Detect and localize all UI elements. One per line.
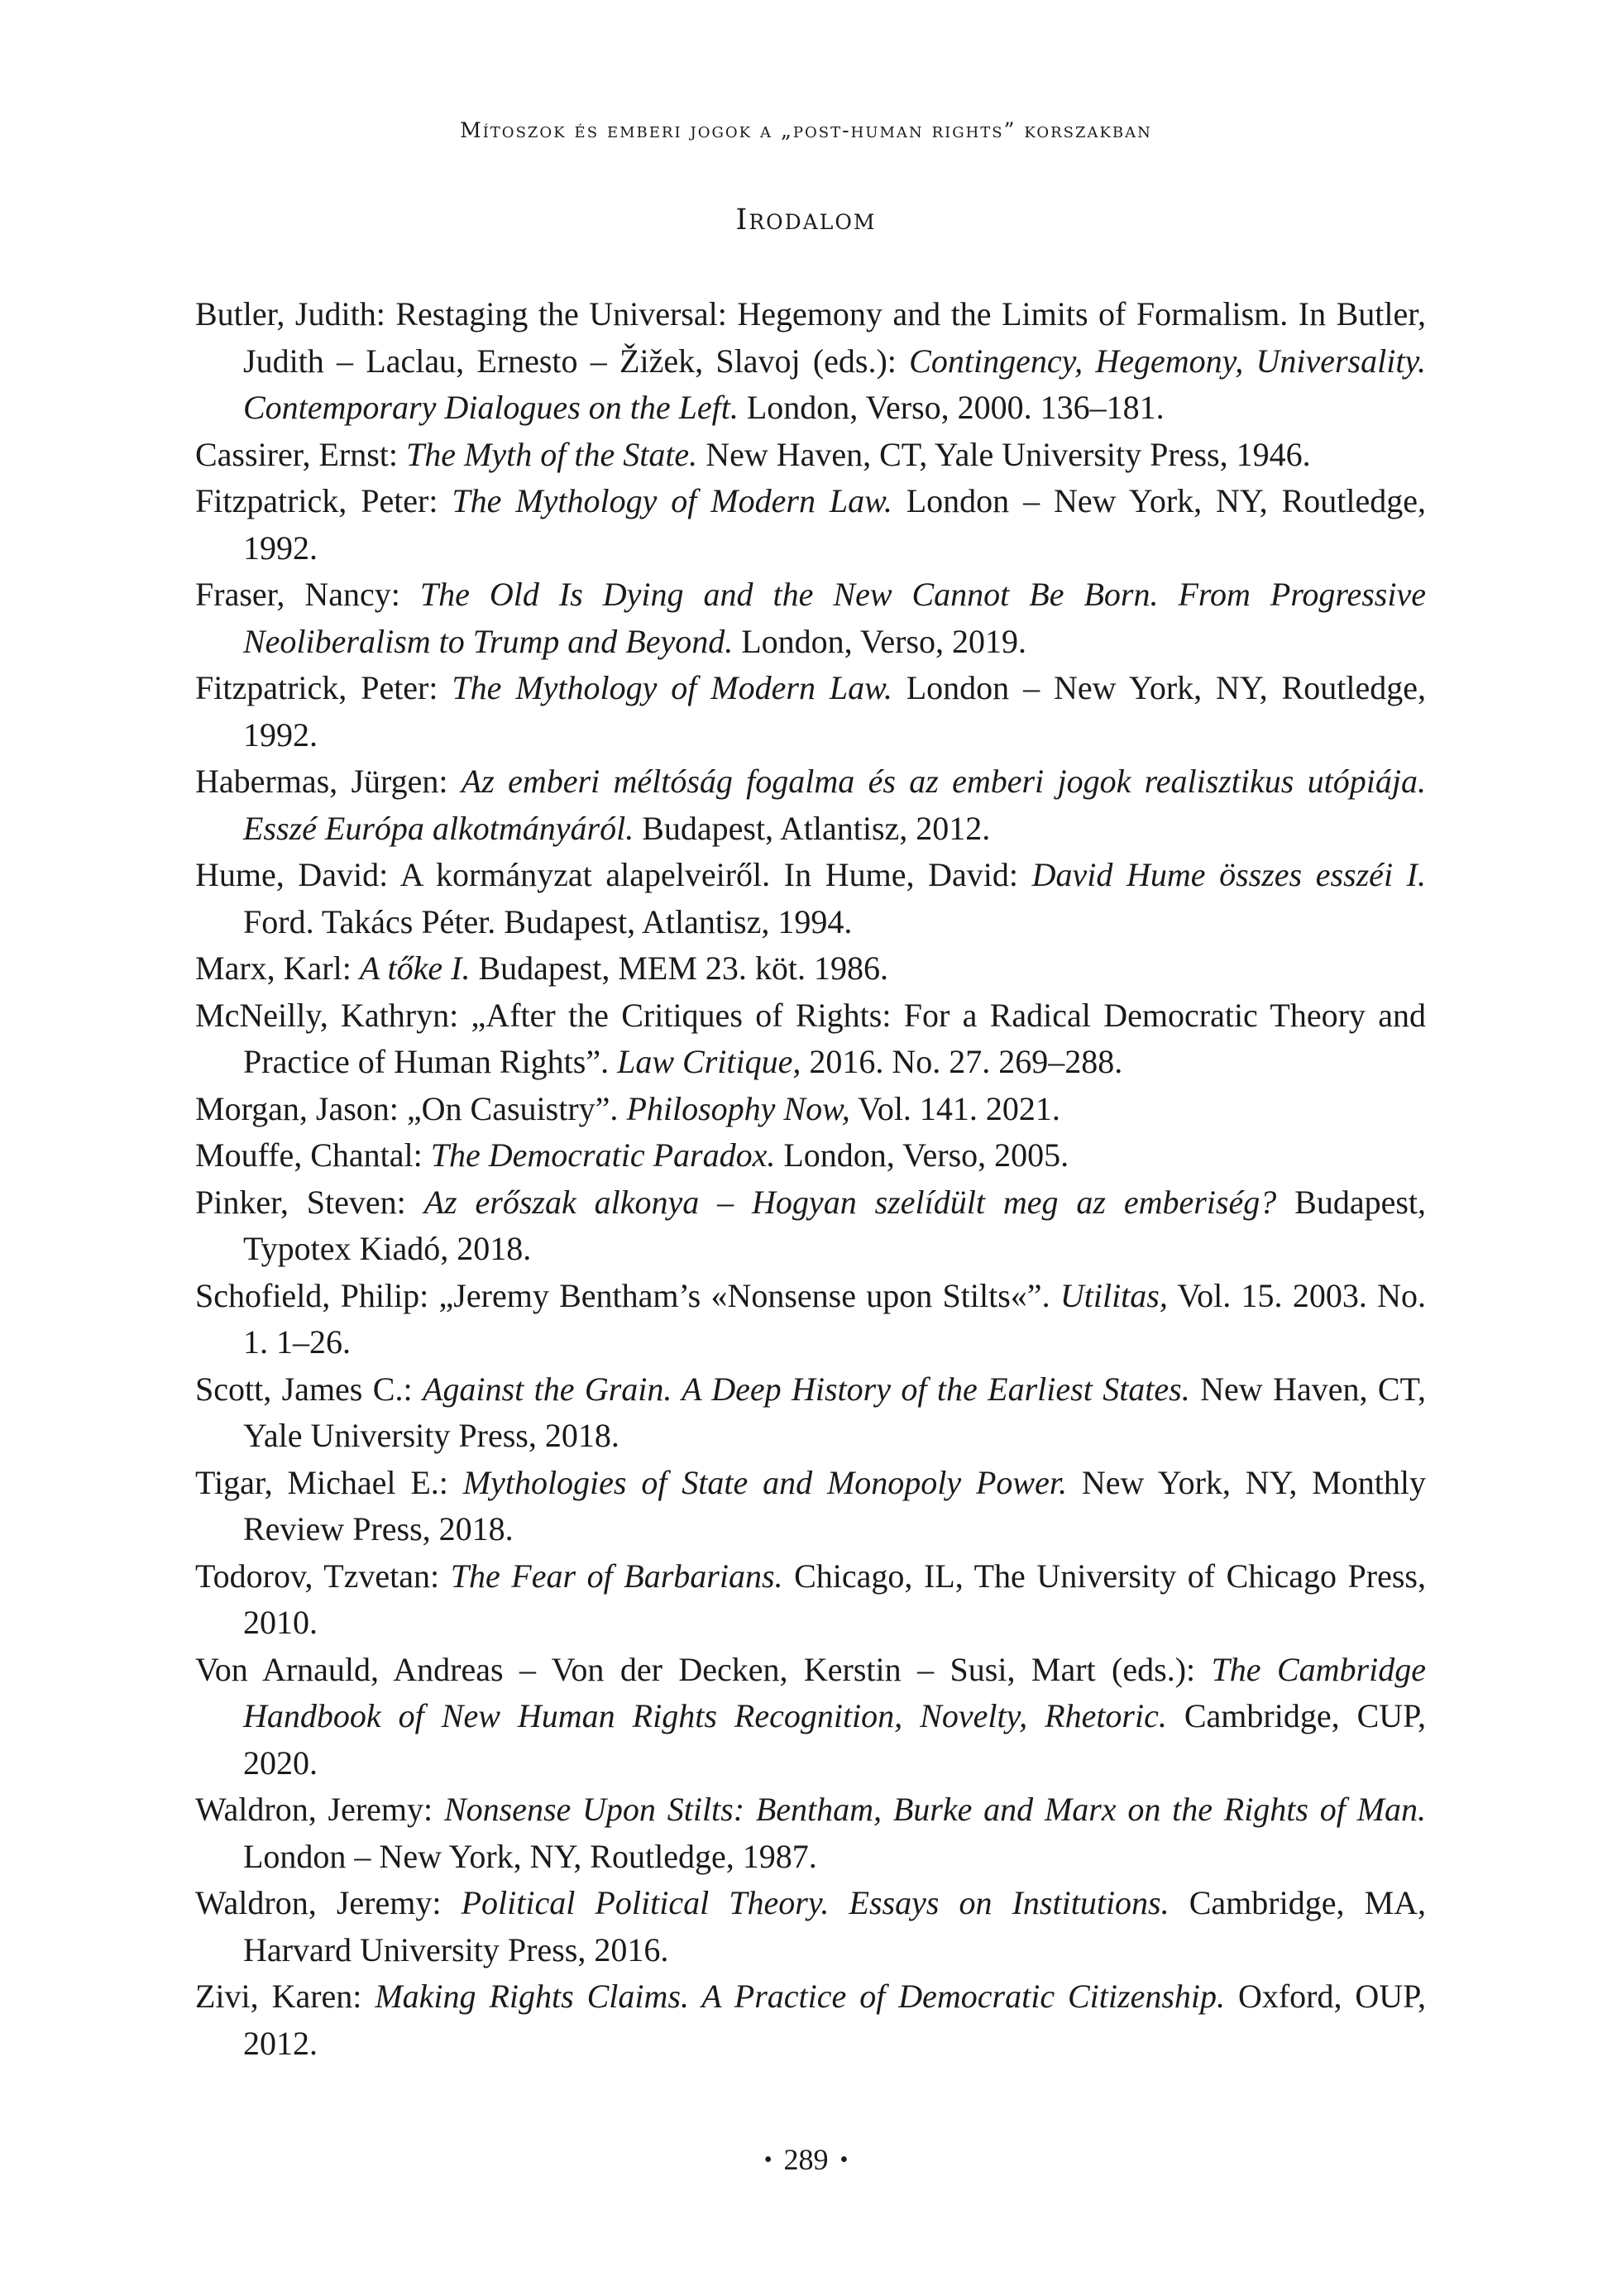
reference-text: Fitzpatrick, Peter: (195, 669, 452, 706)
page-number-footer (0, 2142, 1612, 2177)
reference-text: Marx, Karl: (195, 949, 360, 987)
reference-title: The Mythology of Modern Law. (452, 482, 892, 519)
reference-text: New Haven, CT, Yale University Press, 2018. (243, 1370, 1426, 1454)
reference-text: London – New York, NY, Routledge, 1987. (243, 1837, 817, 1875)
reference-title: The Democratic Paradox. (430, 1136, 776, 1174)
reference-text: Cassirer, Ernst: (195, 435, 407, 473)
reference-text: Waldron, Jeremy: (195, 1884, 462, 1921)
reference-text: Habermas, Jürgen: (195, 763, 462, 800)
reference-text: Cambridge, CUP, 2020. (243, 1697, 1426, 1782)
reference-entry (195, 478, 1426, 572)
reference-text: 2016. No. 27. 269–288. (801, 1043, 1123, 1080)
reference-entry (195, 1460, 1426, 1553)
reference-entry (195, 1132, 1426, 1179)
bullet-ornament: • (839, 2147, 849, 2173)
reference-entry (195, 1179, 1426, 1273)
running-head: Mítoszok és emberi jogok a „post-human rights” korszakban (460, 118, 1152, 142)
reference-title: Mythologies of State and Monopoly Power. (462, 1463, 1067, 1501)
reference-title: Nonsense Upon Stilts: Bentham, Burke and Marx on the Rights of Man. (443, 1791, 1426, 1828)
reference-title: Az emberi méltóság fogalma és az emberi jogok realisztikus utópiája. Esszé Európa alkotmányáról. (243, 763, 1426, 847)
reference-text: Von Arnauld, Andreas – Von der Decken, Kerstin – Susi, Mart (eds.): (195, 1650, 1212, 1688)
reference-entry (195, 1366, 1426, 1460)
reference-title: Law Critique, (617, 1043, 801, 1080)
reference-entry (195, 432, 1426, 479)
reference-text: Budapest, Atlantisz, 2012. (634, 809, 991, 847)
reference-text: Mouffe, Chantal: (195, 1136, 431, 1174)
reference-entry (195, 1647, 1426, 1787)
reference-text: Ford. Takács Péter. Budapest, Atlantisz, 1994. (243, 902, 853, 940)
reference-text: London – New York, NY, Routledge, 1992. (243, 669, 1426, 753)
reference-entry (195, 758, 1426, 852)
reference-text: London, Verso, 2005. (775, 1136, 1069, 1174)
reference-text: Budapest, MEM 23. köt. 1986. (470, 949, 889, 987)
reference-text: London, Verso, 2019. (733, 622, 1027, 660)
reference-entry (195, 1273, 1426, 1366)
reference-title: A tőke I. (359, 949, 471, 987)
reference-entry (195, 1553, 1426, 1647)
reference-text: Waldron, Jeremy: (195, 1791, 444, 1828)
reference-title: Utilitas, (1060, 1276, 1168, 1314)
reference-text: McNeilly, Kathryn: „After the Critiques of Rights: For a Radical Democratic Theory and Practice of Human Rights”. (195, 996, 1426, 1080)
reference-title: Philosophy Now, (626, 1089, 850, 1127)
reference-text: Budapest, Typotex Kiadó, 2018. (243, 1183, 1427, 1267)
reference-text: Cambridge, MA, Harvard University Press, 2016. (243, 1884, 1427, 1968)
reference-text: Chicago, IL, The University of Chicago Press, 2010. (243, 1557, 1426, 1641)
reference-entry (195, 572, 1426, 665)
reference-text: Butler, Judith: Restaging the Universal: Hegemony and the Limits of Formalism. In Butler, Judith – Laclau, Ernesto – Žižek, Slavoj (eds.): (195, 295, 1426, 380)
reference-text: Morgan, Jason: „On Casuistry”. (195, 1089, 627, 1127)
reference-title: The Cambridge Handbook of New Human Rights Recognition, Novelty, Rhetoric. (243, 1650, 1426, 1734)
reference-text: Zivi, Karen: (195, 1978, 375, 2015)
reference-text: New York, NY, Monthly Review Press, 2018. (243, 1463, 1427, 1547)
reference-title: David Hume összes esszéi I. (1031, 856, 1426, 893)
reference-entry (195, 993, 1426, 1086)
page-number: 289 (783, 2143, 829, 2176)
section-title: Irodalom (735, 203, 877, 237)
reference-entry (195, 1787, 1426, 1880)
reference-text: Vol. 141. 2021. (849, 1089, 1060, 1127)
reference-title: The Fear of Barbarians. (450, 1557, 783, 1595)
reference-text: New Haven, CT, Yale University Press, 1946. (697, 435, 1311, 473)
bullet-ornament: • (763, 2147, 773, 2173)
reference-title: The Mythology of Modern Law. (452, 669, 892, 706)
reference-text: Oxford, OUP, 2012. (243, 1978, 1426, 2062)
reference-entry (195, 1973, 1426, 2067)
reference-text: Schofield, Philip: „Jeremy Bentham’s «Nonsense upon Stilts«”. (195, 1276, 1060, 1314)
reference-title: Against the Grain. A Deep History of the Earliest States. (422, 1370, 1190, 1408)
reference-title: The Myth of the State. (406, 435, 698, 473)
reference-text: Fitzpatrick, Peter: (195, 482, 452, 519)
reference-text: Todorov, Tzvetan: (195, 1557, 451, 1595)
reference-text: Vol. 15. 2003. No. 1. 1–26. (243, 1276, 1426, 1361)
reference-list (195, 291, 1426, 2067)
reference-text: Scott, James C.: (195, 1370, 423, 1408)
reference-entry (195, 852, 1426, 945)
reference-text: Pinker, Steven: (195, 1183, 424, 1221)
reference-title: Political Political Theory. Essays on Institutions. (461, 1884, 1170, 1921)
reference-entry (195, 1880, 1426, 1973)
reference-text: London – New York, NY, Routledge, 1992. (243, 482, 1426, 567)
reference-entry (195, 291, 1426, 432)
reference-text: Hume, David: A kormányzat alapelveiről. In Hume, David: (195, 856, 1032, 893)
reference-entry (195, 945, 1426, 993)
reference-text: Tigar, Michael E.: (195, 1463, 463, 1501)
reference-title: Contingency, Hegemony, Universality. Contemporary Dialogues on the Left. (243, 342, 1426, 426)
reference-title: Making Rights Claims. A Practice of Democratic Citizenship. (375, 1978, 1226, 2015)
reference-entry (195, 1086, 1426, 1133)
reference-entry (195, 665, 1426, 758)
reference-title: The Old Is Dying and the New Cannot Be Born. From Progressive Neoliberalism to Trump and Beyond. (243, 576, 1426, 660)
reference-title: Az erőszak alkonya – Hogyan szelídült meg az emberiség? (423, 1183, 1277, 1221)
reference-text: London, Verso, 2000. 136–181. (738, 389, 1165, 426)
reference-text: Fraser, Nancy: (195, 576, 420, 613)
